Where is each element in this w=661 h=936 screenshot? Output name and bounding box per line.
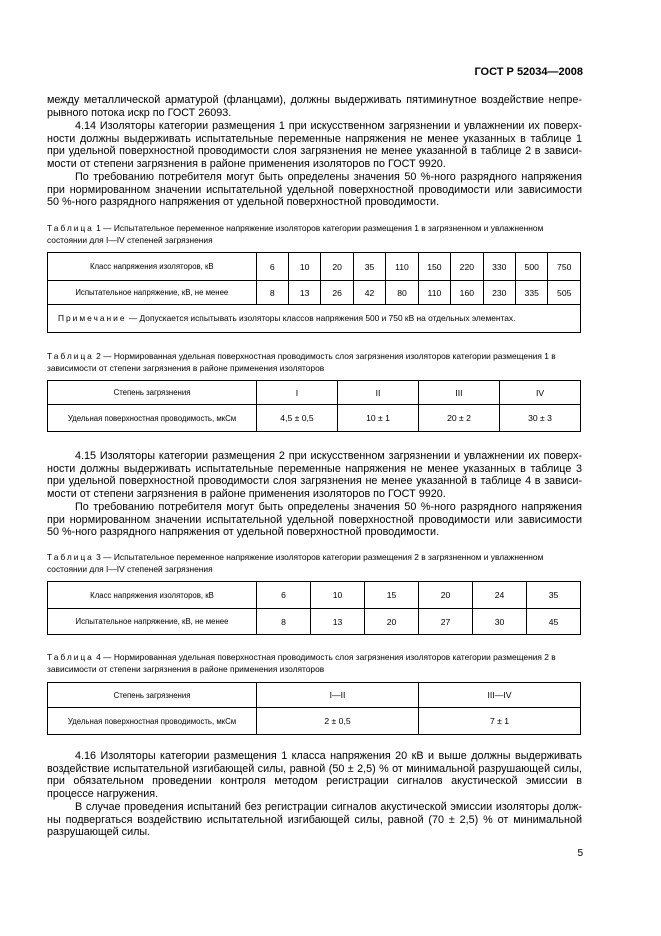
- table-cell: 20: [365, 609, 419, 635]
- standard-header: ГОСТ Р 52034—2008: [474, 66, 583, 78]
- table-cell: 10: [288, 253, 320, 281]
- table-cell: 160: [451, 281, 483, 305]
- table-2-row-1-label: Степень загрязнения: [48, 381, 257, 405]
- table-row: [48, 609, 581, 635]
- table-4-caption: [47, 651, 582, 675]
- table-cell: 45: [527, 609, 581, 635]
- page-number: 5: [577, 848, 583, 859]
- table-row: [48, 281, 581, 305]
- table-cell: 42: [353, 281, 385, 305]
- table-cell: I: [257, 381, 338, 405]
- table-cell: 230: [483, 281, 515, 305]
- paragraph-4-14-request: По требованию потребителя могут быть определены значения 50 %-ного разрядного напряжения при нормированном значении испытательной удельной поверхностной проводимости или зависимости 50 %-ного разрядного напряжения от удельной поверхностной проводимости.: [47, 171, 582, 209]
- table-cell: 8: [256, 281, 288, 305]
- table-3-row-1-label: Класс напряжения изоляторов, кВ: [48, 582, 257, 609]
- table-cell: 26: [321, 281, 353, 305]
- table-row: [48, 381, 581, 405]
- table-row: [48, 405, 581, 432]
- table-cell: II: [338, 381, 419, 405]
- table-3-caption-word: Таблица: [47, 552, 94, 562]
- table-4: [47, 682, 581, 735]
- table-4-row-1-label: Степень загрязнения: [48, 683, 257, 708]
- table-1-note-text: — Допускается испытывать изоляторы классов напряжения 500 и 750 кВ на отдельных элементах.: [128, 312, 516, 323]
- table-cell: 27: [419, 609, 473, 635]
- table-cell: III: [419, 381, 500, 405]
- table-1-caption: [47, 222, 582, 246]
- table-cell: 13: [288, 281, 320, 305]
- table-cell: 2 ± 0,5: [257, 708, 419, 735]
- table-cell: 10: [311, 582, 365, 609]
- table-cell: 4,5 ± 0,5: [257, 405, 338, 432]
- table-1-row-1-label: Класс напряжения изоляторов, кВ: [48, 253, 257, 281]
- table-cell: 750: [548, 253, 581, 281]
- table-cell: 10 ± 1: [338, 405, 419, 432]
- table-cell: 330: [483, 253, 515, 281]
- table-row: [48, 683, 581, 708]
- table-cell: IV: [500, 381, 581, 405]
- table-row: [48, 708, 581, 735]
- table-cell: III—IV: [419, 683, 581, 708]
- table-cell: 24: [473, 582, 527, 609]
- table-cell: 20 ± 2: [419, 405, 500, 432]
- table-row: [48, 582, 581, 609]
- table-cell: 110: [386, 253, 418, 281]
- table-cell: 35: [353, 253, 385, 281]
- table-2-caption: [47, 350, 582, 374]
- table-cell: 6: [257, 582, 311, 609]
- table-2-caption-word: Таблица: [47, 351, 94, 361]
- table-row: [48, 253, 581, 281]
- table-2-row-2-label: Удельная поверхностная проводимость, мкСм: [48, 405, 257, 432]
- table-2-caption-text: 2 — Нормированная удельная поверхностная проводимость слоя загрязнения изоляторов категории размещения 1 в зависимости от степени загрязнения в районе применения изоляторов: [47, 351, 556, 373]
- table-cell: I—II: [257, 683, 419, 708]
- table-1-row-2-label: Испытательное напряжение, кВ, не менее: [48, 281, 257, 305]
- table-cell: 335: [516, 281, 548, 305]
- table-cell: 80: [386, 281, 418, 305]
- table-4-caption-word: Таблица: [47, 652, 94, 662]
- table-4-caption-text: 4 — Нормированная удельная поверхностная проводимость слоя загрязнения изоляторов категории размещения 2 в зависимости от степени загрязнения в районе применения изоляторов: [47, 652, 556, 674]
- paragraph-4-15: 4.15 Изоляторы категории размещения 2 при искусственном загрязнении и увлажнении их поверхности должны выдерживать испытательные переменные напряжения не менее указанных в таблице 3 при удельной поверхностной проводимости слоя загрязнения не менее указанной в таблице 4 в зависимости от степени загрязнения в районе применения изоляторов по ГОСТ 9920.: [47, 450, 582, 500]
- table-cell: 13: [311, 609, 365, 635]
- table-row: [48, 305, 581, 333]
- paragraph-4-16: 4.16 Изоляторы категории размещения 1 класса напряжения 20 кВ и выше должны выдерживать воздействие испытательной изгибающей силы, равной (50 ± 2,5) % от минимальной разрушающей силы, при обязательном проведении контроля методом регистрации сигналов акустической эмиссии в процессе нагружения.: [47, 750, 582, 800]
- table-cell: 220: [451, 253, 483, 281]
- table-4-row-2-label: Удельная поверхностная проводимость, мкСм: [48, 708, 257, 735]
- paragraph-4-14: 4.14 Изоляторы категории размещения 1 при искусственном загрязнении и увлажнении их поверхности должны выдерживать испытательные переменные напряжения не менее указанных в таблице 1 при удельной поверхностной проводимости слоя загрязнения не менее указанной в таблице 2 в зависимости от степени загрязнения в районе применения изоляторов по ГОСТ 9920.: [47, 120, 582, 170]
- table-cell: 150: [418, 253, 450, 281]
- table-cell: 30 ± 3: [500, 405, 581, 432]
- table-3-caption-text: 3 — Испытательное переменное напряжение изоляторов категории размещения 2 в загрязненном и увлажненном состоянии для I—IV степеней загрязнения: [47, 552, 544, 574]
- table-1-caption-text: 1 — Испытательное переменное напряжение изоляторов категории размещения 1 в загрязненном и увлажненном состоянии для I—IV степеней загрязнения: [47, 223, 544, 245]
- table-cell: 7 ± 1: [419, 708, 581, 735]
- paragraph-continuation: между металлической арматурой (фланцами), должны выдерживать пятиминутное воздействие непрерывного потока искр по ГОСТ 26093.: [47, 94, 582, 119]
- table-1-caption-word: Таблица: [47, 223, 94, 233]
- table-cell: 20: [321, 253, 353, 281]
- table-cell: 20: [419, 582, 473, 609]
- table-cell: 30: [473, 609, 527, 635]
- table-cell: 35: [527, 582, 581, 609]
- table-3: [47, 581, 581, 635]
- table-1-note: [48, 305, 581, 333]
- table-3-row-2-label: Испытательное напряжение, кВ, не менее: [48, 609, 257, 635]
- paragraph-4-15-request: По требованию потребителя могут быть определены значения 50 %-ного разрядного напряжения при нормированном значении испытательной удельной поверхностной проводимости или зависимости 50 %-ного разрядного напряжения от удельной поверхностной проводимости.: [47, 501, 582, 539]
- table-3-caption: [47, 551, 582, 575]
- paragraph-4-16-no-emission: В случае проведения испытаний без регистрации сигналов акустической эмиссии изоляторы должны подвергаться воздействию испытательной изгибающей силы, равной (70 ± 2,5) % от минимальной разрушающей силы.: [47, 801, 582, 839]
- table-1-note-word: Примечание: [58, 312, 127, 323]
- table-cell: 500: [516, 253, 548, 281]
- table-cell: 110: [418, 281, 450, 305]
- table-cell: 15: [365, 582, 419, 609]
- table-cell: 505: [548, 281, 581, 305]
- table-cell: 8: [257, 609, 311, 635]
- table-2: [47, 380, 581, 432]
- table-cell: 6: [256, 253, 288, 281]
- table-1: [47, 252, 581, 333]
